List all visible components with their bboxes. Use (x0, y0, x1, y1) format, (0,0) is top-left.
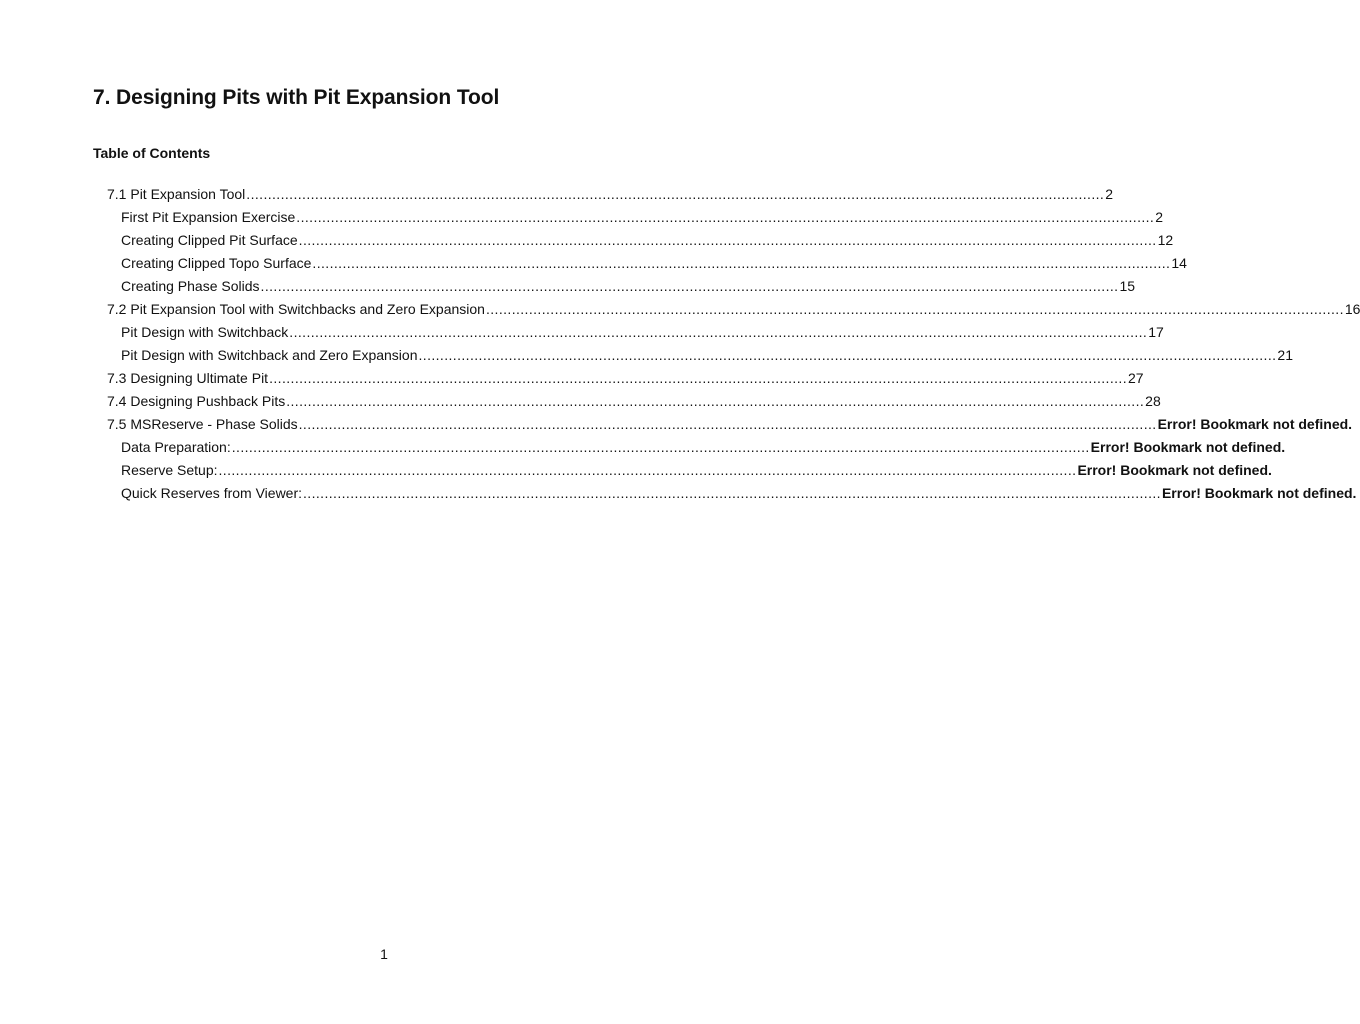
toc-entry-page: Error! Bookmark not defined. (1077, 462, 1272, 478)
toc-leader: ........................................................................................................................................................................................................ (269, 370, 1128, 386)
toc-entry[interactable] (121, 439, 1286, 459)
toc-entry[interactable] (107, 416, 1353, 436)
toc-entry[interactable] (107, 370, 1144, 390)
toc-entry-page: Error! Bookmark not defined. (1161, 485, 1357, 501)
toc-leader: ........................................................................................................................................................................................................ (312, 255, 1171, 271)
toc-entry-text: Reserve Setup: (121, 462, 218, 478)
page-number: 1 (380, 946, 388, 962)
toc-entry-page: 16 (1344, 301, 1360, 317)
toc-entry[interactable] (121, 324, 1164, 344)
toc-entry-text: Creating Phase Solids (121, 278, 260, 294)
toc-entry-text: Data Preparation: (121, 439, 231, 455)
toc-entry-page: 2 (1155, 209, 1164, 225)
toc-entry[interactable] (121, 485, 1357, 505)
toc-leader: ........................................................................................................................................................................................................ (485, 301, 1344, 317)
toc-leader: ........................................................................................................................................................................................................ (286, 393, 1145, 409)
toc-entry[interactable] (121, 255, 1187, 275)
toc-entry-page: Error! Bookmark not defined. (1157, 416, 1353, 432)
toc-entry-page: Error! Bookmark not defined. (1090, 439, 1286, 455)
toc-entry-text: 7.4 Designing Pushback Pits (107, 393, 286, 409)
toc-leader: ........................................................................................................................................................................................................ (231, 439, 1090, 455)
toc-entry[interactable] (107, 301, 1360, 321)
toc-entry[interactable] (121, 232, 1174, 252)
toc-entry-text: Pit Design with Switchback and Zero Expansion (121, 347, 418, 363)
toc-entry-page: 15 (1119, 278, 1136, 294)
toc-entry[interactable] (121, 462, 1272, 482)
toc-entry-text: 7.5 MSReserve - Phase Solids (107, 416, 298, 432)
toc-entry-text: 7.3 Designing Ultimate Pit (107, 370, 269, 386)
toc-entry-page: 2 (1105, 186, 1114, 202)
toc-entry-page: 12 (1157, 232, 1174, 248)
toc-entry[interactable] (107, 186, 1114, 206)
toc-leader: ........................................................................................................................................................................................................ (289, 324, 1148, 340)
toc-entry-text: Creating Clipped Pit Surface (121, 232, 298, 248)
page-title: 7. Designing Pits with Pit Expansion Tool (93, 86, 500, 109)
toc-entry-page: 27 (1128, 370, 1144, 386)
toc-leader: ........................................................................................................................................................................................................ (303, 485, 1161, 501)
toc-leader: ........................................................................................................................................................................................................ (246, 186, 1105, 202)
toc-leader: ........................................................................................................................................................................................................ (298, 232, 1157, 248)
toc-entry[interactable] (121, 347, 1293, 367)
toc-leader: ........................................................................................................................................................................................................ (260, 278, 1119, 294)
toc-leader: ........................................................................................................................................................................................................ (296, 209, 1155, 225)
toc-entry-page: 21 (1277, 347, 1293, 363)
toc-heading: Table of Contents (93, 145, 211, 161)
toc-entry-text: Pit Design with Switchback (121, 324, 289, 340)
toc-entry-text: 7.1 Pit Expansion Tool (107, 186, 246, 202)
toc-entry-page: 14 (1171, 255, 1187, 271)
toc-leader: ........................................................................................................................................................................................................ (418, 347, 1277, 363)
toc-entry-text: 7.2 Pit Expansion Tool with Switchbacks and Zero Expansion (107, 301, 485, 317)
toc-leader: ........................................................................................................................................................................................................ (218, 462, 1077, 478)
toc-entry-page: 17 (1148, 324, 1164, 340)
toc-entry-page: 28 (1145, 393, 1161, 409)
toc-entry-text: First Pit Expansion Exercise (121, 209, 296, 225)
toc-leader: ........................................................................................................................................................................................................ (298, 416, 1157, 432)
toc-entry[interactable] (121, 278, 1136, 298)
toc-entry[interactable] (107, 393, 1161, 413)
toc-entry-text: Quick Reserves from Viewer: (121, 485, 303, 501)
toc-entry-text: Creating Clipped Topo Surface (121, 255, 312, 271)
toc-entry[interactable] (121, 209, 1164, 229)
